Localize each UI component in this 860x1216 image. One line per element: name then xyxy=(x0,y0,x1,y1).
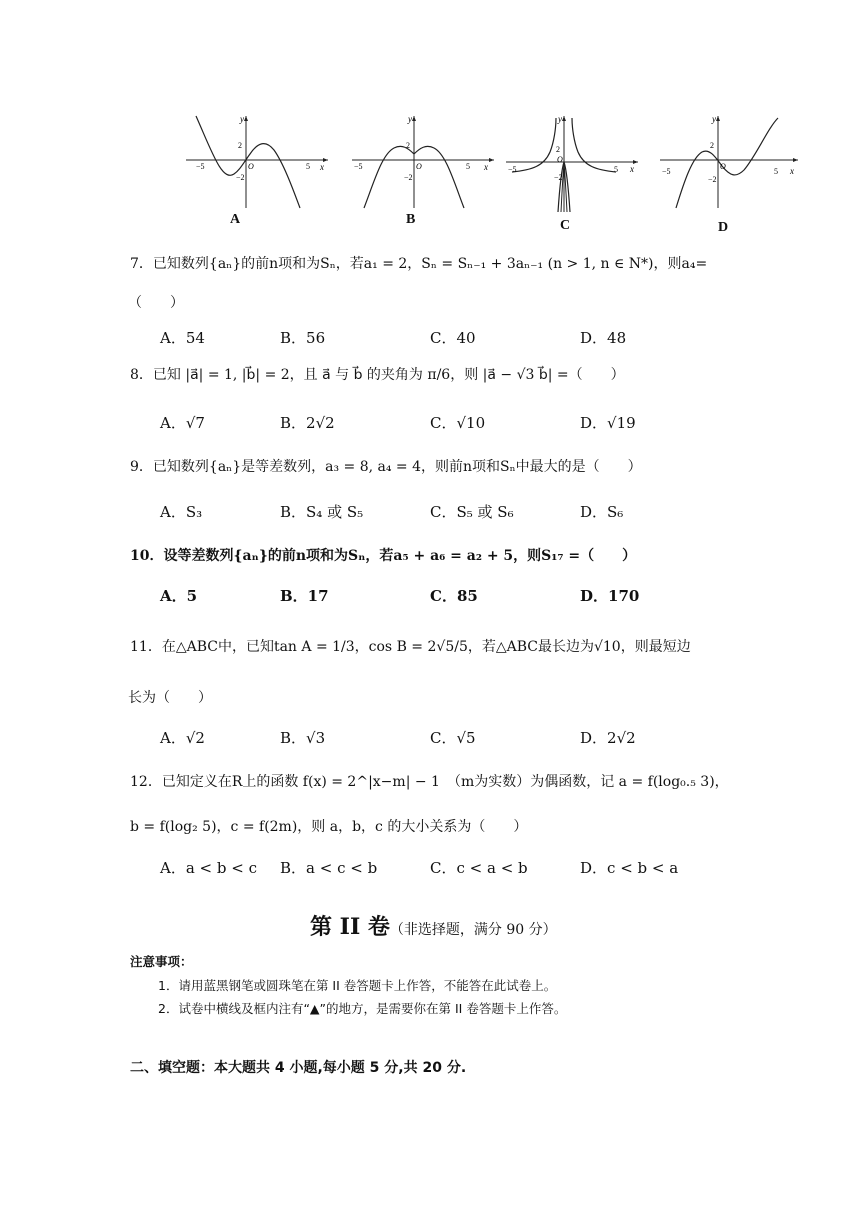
graph-c-label: C xyxy=(560,218,571,233)
q11-option-b: B．√3 xyxy=(280,729,326,747)
q7-option-b: B．56 xyxy=(280,329,326,347)
q10-option-b: B．17 xyxy=(280,587,329,605)
q11-option-c: C．√5 xyxy=(430,729,476,747)
q7-option-d: D．48 xyxy=(580,329,627,347)
tick-label: 2 xyxy=(238,141,242,150)
tick-label: 2 xyxy=(406,141,410,150)
question-11-cont: 长为（ ） xyxy=(128,690,212,706)
tick-label: −2 xyxy=(236,173,245,182)
q12-option-c: C．c < a < b xyxy=(430,859,528,877)
q10-option-c: C．85 xyxy=(430,587,478,605)
q9-option-b: B．S₄ 或 S₅ xyxy=(280,503,364,521)
graph-a-label: A xyxy=(230,212,241,227)
y-axis-label: y xyxy=(712,114,716,124)
q12-option-d: D．c < b < a xyxy=(580,859,679,877)
question-7: 7．已知数列{aₙ}的前n项和为Sₙ，若a₁ = 2，Sₙ = Sₙ₋₁ + 3aₙ₋₁ (n > 1, n ∈ N*)，则a₄= xyxy=(130,256,708,272)
question-11: 11．在△ABC中，已知tan A = 1/3，cos B = 2√5/5，若△ABC最长边为√10，则最短边 xyxy=(130,639,691,655)
q10-option-d: D．170 xyxy=(580,587,640,605)
q10-option-a: A．5 xyxy=(160,587,198,605)
q8-option-c: C．√10 xyxy=(430,414,486,432)
x-axis-label: x xyxy=(484,162,488,172)
section-2-subtitle: （非选择题，满分 90 分） xyxy=(389,922,557,938)
graph-d-label: D xyxy=(718,220,729,235)
tick-label: −5 xyxy=(508,165,517,174)
x-axis-label: x xyxy=(630,164,634,174)
origin-label: O xyxy=(416,162,422,171)
q9-option-c: C．S₅ 或 S₆ xyxy=(430,503,514,521)
graph-a xyxy=(182,112,332,212)
note-1: 1．请用蓝黑钢笔或圆珠笔在第 II 卷答题卡上作答，不能答在此试卷上。 xyxy=(158,978,557,993)
x-axis-label: x xyxy=(320,162,324,172)
origin-label: O xyxy=(720,162,726,171)
question-12: 12．已知定义在R上的函数 f(x) = 2^|x−m| − 1 （m为实数）为偶函数，记 a = f(log₀.₅ 3)， xyxy=(130,774,729,790)
q7-option-c: C．40 xyxy=(430,329,476,347)
tick-label: 5 xyxy=(774,167,778,176)
graph-b-label: B xyxy=(406,212,416,227)
fill-in-heading: 二、填空题：本大题共 4 小题,每小题 5 分,共 20 分. xyxy=(130,1060,467,1076)
tick-label: 5 xyxy=(306,162,310,171)
question-10: 10．设等差数列{aₙ}的前n项和为Sₙ，若a₅ + a₆ = a₂ + 5，则S₁₇ =（ ） xyxy=(130,548,637,564)
tick-label: −5 xyxy=(354,162,363,171)
question-9: 9．已知数列{aₙ}是等差数列，a₃ = 8, a₄ = 4，则前n项和Sₙ中最大的是（ ） xyxy=(130,459,642,475)
tick-label: −5 xyxy=(662,167,671,176)
note-2: 2．试卷中横线及框内注有“▲”的地方，是需要你在第 II 卷答题卡上作答。 xyxy=(158,1001,567,1016)
q9-option-a: A．S₃ xyxy=(160,503,203,521)
q11-option-d: D．2√2 xyxy=(580,729,636,747)
question-12-cont: b = f(log₂ 5)，c = f(2m)，则 a，b，c 的大小关系为（ ） xyxy=(130,819,528,835)
notes-title: 注意事项： xyxy=(130,954,193,969)
tick-label: −2 xyxy=(708,175,717,184)
q12-option-a: A．a < b < c xyxy=(160,859,257,877)
section-2-header xyxy=(310,910,557,941)
q12-option-b: B．a < c < b xyxy=(280,859,378,877)
tick-label: −5 xyxy=(196,162,205,171)
graph-d xyxy=(656,112,802,212)
question-8: 8．已知 |a⃗| = 1, |b⃗| = 2，且 a⃗ 与 b⃗ 的夹角为 π/6，则 |a⃗ − √3 b⃗| =（ ） xyxy=(130,367,625,383)
y-axis-label: y xyxy=(240,114,244,124)
graph-b xyxy=(348,112,498,212)
q7-option-a: A．54 xyxy=(160,329,205,347)
tick-label: 5 xyxy=(614,165,618,174)
y-axis-label: y xyxy=(408,114,412,124)
tick-label: −2 xyxy=(554,173,563,182)
graph-c xyxy=(502,112,642,214)
q8-option-d: D．√19 xyxy=(580,414,636,432)
tick-label: 2 xyxy=(710,141,714,150)
origin-label: O xyxy=(248,162,254,171)
q9-option-d: D．S₆ xyxy=(580,503,624,521)
y-axis-label: y xyxy=(558,114,562,124)
q8-option-b: B．2√2 xyxy=(280,414,335,432)
tick-label: −2 xyxy=(404,173,413,182)
tick-label: 5 xyxy=(466,162,470,171)
q8-option-a: A．√7 xyxy=(160,414,205,432)
tick-label: 2 xyxy=(556,145,560,154)
question-7-blank: （ ） xyxy=(128,295,184,311)
origin-label: O xyxy=(557,155,563,164)
x-axis-label: x xyxy=(790,166,794,176)
q11-option-a: A．√2 xyxy=(160,729,205,747)
section-2-title: 第 II 卷 xyxy=(310,914,390,940)
